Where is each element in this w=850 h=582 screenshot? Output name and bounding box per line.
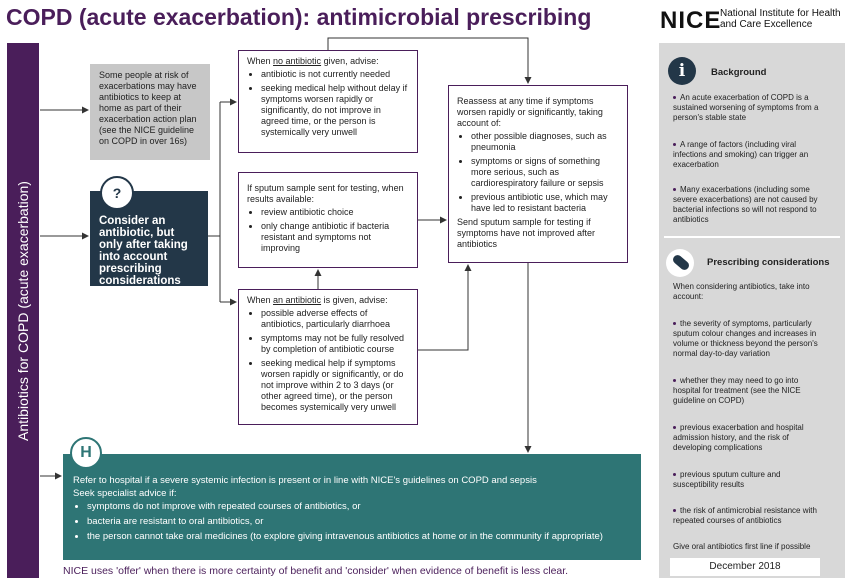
list-item: • seeking medical help without delay if symptoms worsen rapidly or significantly, do not improve in agreed time, or the person is systemically very unwell <box>261 83 409 138</box>
hospital-line-2: Seek specialist advice if: <box>73 488 177 499</box>
given-heading: When an antibiotic is given, advise: <box>247 295 388 305</box>
reassess-box <box>448 85 628 263</box>
list-item: • seeking medical help if symptoms worsen rapidly or significantly, or do not improve within 2 to 3 days (or other agreed time), or the person becomes systemically very unwell <box>261 358 409 413</box>
list-item: • other possible diagnoses, such as pneumonia <box>471 131 619 153</box>
question-icon: ? <box>100 176 134 210</box>
date-label: December 2018 <box>670 558 820 576</box>
list-item: • only change antibiotic if bacteria resistant and symptoms not improving <box>261 221 409 254</box>
background-heading: Background <box>711 67 767 78</box>
nice-logo: NICE <box>660 7 722 34</box>
prescribing-item: previous exacerbation and hospital admission history, and the risk of developing complications <box>673 423 804 452</box>
prescribing-heading: Prescribing considerations <box>707 257 830 268</box>
prescribing-item: previous sputum culture and susceptibility results <box>673 470 781 489</box>
panel-divider <box>664 236 840 238</box>
arrow-given-to-reassess <box>418 265 468 350</box>
prescribing-closing: Give oral antibiotics first line if possible <box>673 542 811 551</box>
no-antibiotic-heading: When no antibiotic given, advise: <box>247 56 379 66</box>
footer-note: NICE uses 'offer' when there is more certainty of benefit and 'consider' when evidence of benefit is less clear. <box>63 565 569 577</box>
prescribing-item: the severity of symptoms, particularly sputum colour changes and increases in volume or thickness beyond the person's normal day-to-day variation <box>673 319 818 358</box>
antibiotic-given-box <box>238 289 418 425</box>
info-panel <box>659 43 845 578</box>
list-item: • symptoms or signs of something more serious, such as cardiorespiratory failure or sepsis <box>471 156 619 189</box>
page-title: COPD (acute exacerbation): antimicrobial prescribing <box>6 4 592 30</box>
sputum-heading: If sputum sample sent for testing, when results available: <box>247 183 404 204</box>
list-item: • antibiotic is not currently needed <box>261 69 409 80</box>
list-item: • symptoms do not improve with repeated courses of antibiotics, or <box>87 500 631 513</box>
sputum-results-box <box>238 172 418 268</box>
background-item: An acute exacerbation of COPD is a sustained worsening of symptoms from a person's stable state <box>673 93 819 122</box>
hospital-icon: H <box>70 437 102 469</box>
reassess-heading: Reassess at any time if symptoms worsen rapidly or significantly, taking account of: <box>457 96 603 128</box>
hospital-referral-box <box>63 454 641 560</box>
sidebar-label: Antibiotics for COPD (acute exacerbation) <box>15 180 31 441</box>
list-item: • symptoms may not be fully resolved by completion of antibiotic course <box>261 333 409 355</box>
info-icon: i <box>668 57 696 85</box>
background-item: Many exacerbations (including some severe exacerbations) are not caused by bacterial infections so will not respond to antibiotics <box>673 185 818 224</box>
list-item: • the person cannot take oral medicines (to explore giving intravenous antibiotics at home or in the community if appropriate) <box>87 530 631 543</box>
hospital-line-1: Refer to hospital if a severe systemic infection is present or in line with NICE's guidelines on COPD and sepsis <box>73 475 537 486</box>
home-antibiotics-box: Some people at risk of exacerbations may have antibiotics to keep at home as part of their exacerbation action plan (see the NICE guideline on COPD in over 16s) <box>90 64 210 160</box>
list-item: • bacteria are resistant to oral antibiotics, or <box>87 515 631 528</box>
no-antibiotic-box <box>238 50 418 153</box>
consider-antibiotic-box: Consider an antibiotic, but only after taking into account prescribing considerations <box>90 191 208 286</box>
prescribing-item: the risk of antimicrobial resistance with repeated courses of antibiotics <box>673 506 817 525</box>
list-item: • possible adverse effects of antibiotics, particularly diarrhoea <box>261 308 409 330</box>
list-item: • previous antibiotic use, which may have led to resistant bacteria <box>471 192 619 214</box>
reassess-footer: Send sputum sample for testing if symptoms have not improved after antibiotics <box>457 217 596 249</box>
prescribing-item: whether they may need to go into hospital for treatment (see the NICE guideline on COPD) <box>673 376 801 405</box>
background-item: A range of factors (including viral infections and smoking) can trigger an exacerbation <box>673 140 809 169</box>
nice-logo-subtitle: National Institute for Health and Care Excellence <box>720 8 841 30</box>
list-item: • review antibiotic choice <box>261 207 409 218</box>
prescribing-intro: When considering antibiotics, take into account: <box>673 282 810 301</box>
